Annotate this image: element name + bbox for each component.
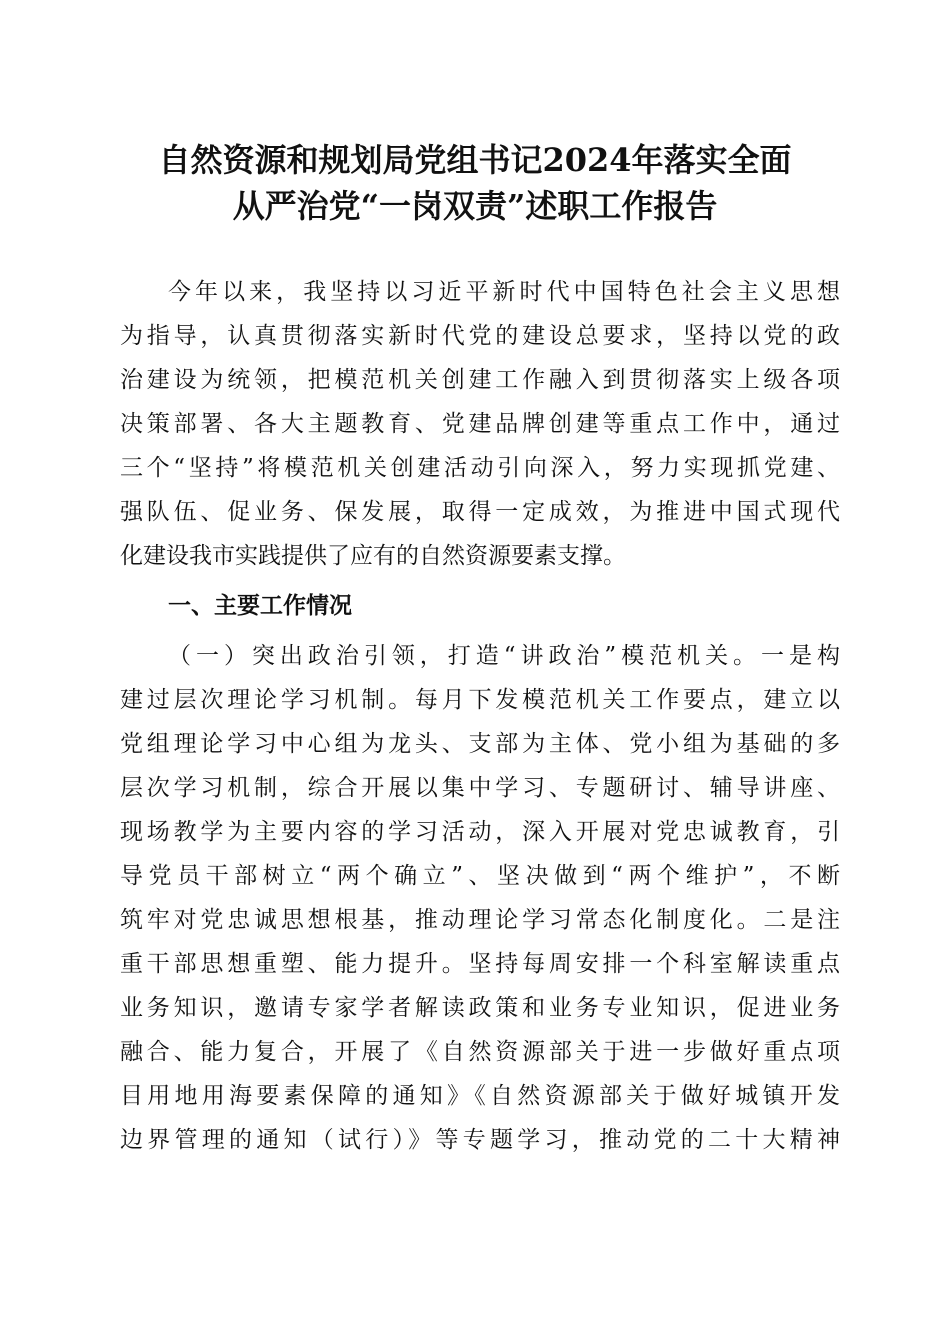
body-paragraph-line: （一）突出政治引领，打造“讲政治”模范机关。一是构	[168, 643, 840, 669]
intro-paragraph-line: 治建设为统领，把模范机关创建工作融入到贯彻落实上级各项	[120, 367, 840, 393]
intro-paragraph-line: 今年以来，我坚持以习近平新时代中国特色社会主义思想	[168, 279, 840, 305]
body-paragraph-line: 党组理论学习中心组为龙头、支部为主体、党小组为基础的多	[120, 731, 840, 757]
body-paragraph-line: 业务知识，邀请专家学者解读政策和业务专业知识，促进业务	[120, 995, 840, 1021]
body-paragraph-line: 现场教学为主要内容的学习活动，深入开展对党忠诚教育，引	[120, 819, 840, 845]
body-paragraph-line: 导党员干部树立“两个确立”、坚决做到“两个维护”，不断	[120, 863, 840, 889]
intro-paragraph-line: 为指导，认真贯彻落实新时代党的建设总要求，坚持以党的政	[120, 323, 840, 349]
body-paragraph-line: 筑牢对党忠诚思想根基，推动理论学习常态化制度化。二是注	[120, 907, 840, 933]
intro-paragraph-line: 决策部署、各大主题教育、党建品牌创建等重点工作中，通过	[120, 411, 840, 437]
body-paragraph-line: 层次学习机制，综合开展以集中学习、专题研讨、辅导讲座、	[120, 775, 840, 801]
body-paragraph-line: 融合、能力复合，开展了《自然资源部关于进一步做好重点项	[120, 1039, 840, 1065]
document-title-line-2: 从严治党“一岗双责”述职工作报告	[232, 187, 718, 225]
document-title-line-1: 自然资源和规划局党组书记2024年落实全面	[158, 141, 792, 179]
body-paragraph-line: 建过层次理论学习机制。每月下发模范机关工作要点，建立以	[120, 687, 840, 713]
section-heading: 一、主要工作情况	[168, 593, 352, 619]
intro-paragraph-line: 三个“坚持”将模范机关创建活动引向深入，努力实现抓党建、	[120, 455, 840, 481]
body-paragraph-line: 边界管理的通知（试行）》等专题学习，推动党的二十大精神	[120, 1127, 840, 1153]
body-paragraph-line: 目用地用海要素保障的通知》《自然资源部关于做好城镇开发	[120, 1083, 840, 1109]
body-paragraph-line: 重干部思想重塑、能力提升。坚持每周安排一个科室解读重点	[120, 951, 840, 977]
intro-paragraph-line: 强队伍、促业务、保发展，取得一定成效，为推进中国式现代	[120, 499, 840, 525]
intro-paragraph-line: 化建设我市实践提供了应有的自然资源要素支撑。	[120, 543, 626, 569]
